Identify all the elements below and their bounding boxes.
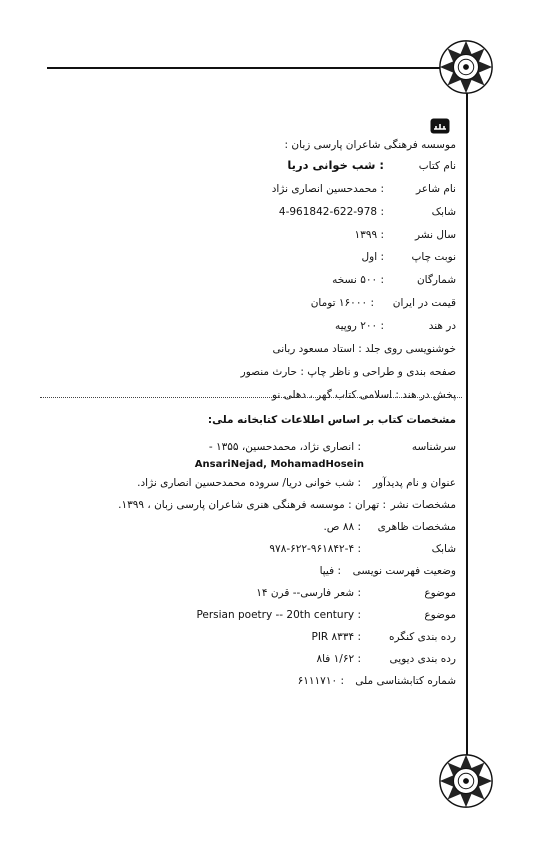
calligraphy-credit: خوشنویسی روی جلد : استاد مسعود ربانی <box>272 343 456 355</box>
cip-row: عنوان و نام پدیدآور: شب خوانی دریا/ سروده محمدحسین انصاری نژاد. <box>137 477 456 489</box>
price-iran-row: قیمت در ایران: ۱۶۰۰۰ تومان <box>310 297 456 309</box>
edition-row: نوبت چاپ: اول <box>361 251 456 263</box>
publisher-name: موسسه فرهنگی شاعران پارسی زبان : <box>284 139 456 151</box>
vertical-rule <box>466 68 468 780</box>
cip-row: مشخصات ظاهری: ۸۸ ص. <box>323 521 456 533</box>
ornament-icon <box>437 38 495 96</box>
cip-row-latin-name: AnsariNejad, MohamadHosein <box>194 459 364 470</box>
poet-row: نام شاعر: محمدحسین انصاری نژاد <box>271 183 456 195</box>
cip-row: وضعیت فهرست نویسی: فیپا <box>319 565 456 577</box>
cip-row: رده بندی دیویی: ۱/۶۲ فا۸ <box>316 653 456 665</box>
top-rule <box>47 67 467 69</box>
publisher-logo <box>430 118 450 134</box>
cip-row: شماره کتابشناسی ملی: ۶۱۱۱۷۱۰ <box>297 675 456 687</box>
cip-row: مشخصات نشر: تهران : موسسه فرهنگی هنری شاعران پارسی زبان ، ۱۳۹۹. <box>118 499 456 511</box>
cip-row: رده بندی کنگره: PIR ۸۳۳۴ <box>311 631 456 643</box>
cip-row: شابک: ۹۷۸-۶۲۲-۹۶۱۸۴۲-۴ <box>269 543 456 555</box>
isbn-row: شابک: 4-961842-622-978 <box>278 206 456 218</box>
cip-row: سرشناسه: انصاری نژاد، محمدحسین، ۱۳۵۵ - <box>208 441 456 453</box>
ornament-icon <box>437 752 495 810</box>
distribution-credit: پخش در هند : اسلامی کتاب گهر ، دهلی نو <box>271 389 456 401</box>
cip-title: مشخصات کتاب بر اساس اطلاعات کتابخانه ملی: <box>207 414 456 426</box>
layout-credit: صفحه بندی و طراحی و ناظر چاپ : حارث منصور <box>240 366 456 378</box>
price-india-row: در هند: ۲۰۰ روپیه <box>334 320 456 332</box>
book-title-row: نام کتاب: شب خوانی دریا <box>287 158 456 172</box>
cip-row: موضوع: شعر فارسی-- قرن ۱۴ <box>256 587 456 599</box>
year-row: سال نشر: ۱۳۹۹ <box>354 229 456 241</box>
cip-row: موضوع: Persian poetry -- 20th century <box>196 609 456 621</box>
print-run-row: شمارگان: ۵۰۰ نسخه <box>332 274 456 286</box>
dotted-divider <box>40 397 462 398</box>
